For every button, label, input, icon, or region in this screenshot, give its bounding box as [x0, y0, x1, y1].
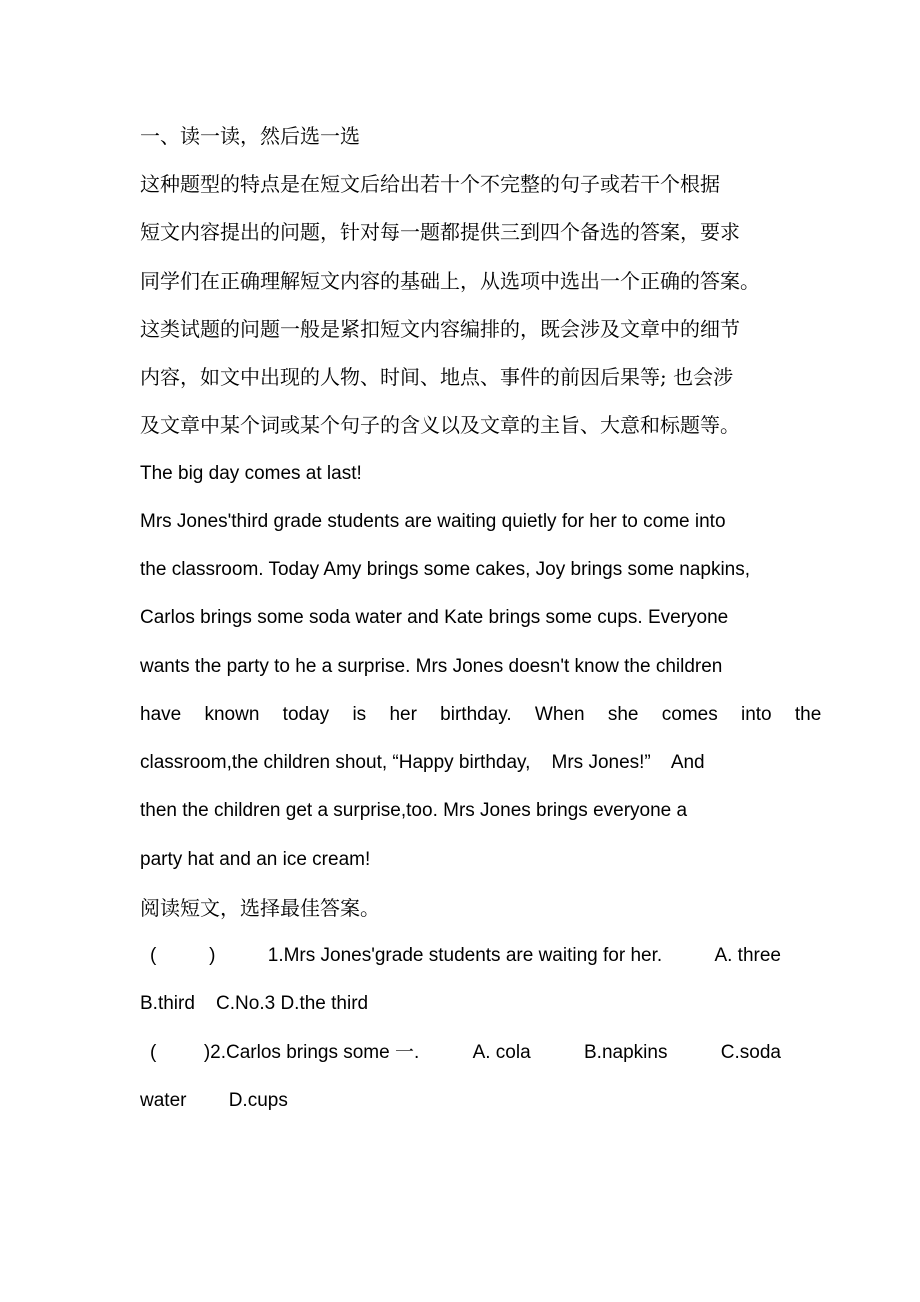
passage-line-5: have known today is her birthday. When she comes into the [140, 704, 822, 725]
intro-line-4: 这类试题的问题一般是紧扣短文内容编排的，既会涉及文章中的细节 [140, 317, 740, 341]
question-1-line [140, 946, 781, 965]
passage-line-1: Mrs Jones'third grade students are waiting quietly for her to come into [140, 511, 726, 532]
question-1-stem: 1.Mrs Jones'grade students are waiting for her. [267, 945, 663, 966]
answer-blank-2[interactable]: ( ) [150, 1042, 211, 1063]
intro-line-1: 这种题型的特点是在短文后给出若十个不完整的句子或若干个根据 [140, 172, 720, 196]
answer-blank-1[interactable]: ( ) [150, 945, 216, 966]
question-1-option-a: A. three [714, 945, 781, 966]
intro-line-3: 同学们在正确理解短文内容的基础上，从选项中选出一个正确的答案。 [140, 269, 760, 293]
question-1-options: B.third C.No.3 D.the third [140, 993, 369, 1014]
question-2-options: water D.cups [140, 1090, 288, 1111]
passage-line-3: Carlos brings some soda water and Kate brings some cups. Everyone [140, 607, 729, 628]
question-2-stem: 2.Carlos brings some 一. [210, 1042, 420, 1063]
passage-line-7: then the children get a surprise,too. Mrs Jones brings everyone a [140, 800, 688, 821]
question-2-line [140, 1043, 781, 1062]
question-2-blank-and-stem [140, 1043, 419, 1062]
passage-line-8: party hat and an ice cream! [140, 849, 371, 870]
passage-title: The big day comes at last! [140, 463, 362, 484]
passage-line-6: classroom,the children shout, “Happy birthday, Mrs Jones!” And [140, 752, 705, 773]
intro-line-2: 短文内容提出的问题，针对每一题都提供三到四个备选的答案，要求 [140, 220, 740, 244]
question-2-option-c: C.soda [720, 1042, 781, 1063]
passage-line-4: wants the party to he a surprise. Mrs Jones doesn't know the children [140, 656, 723, 677]
intro-line-6: 及文章中某个词或某个句子的含义以及文章的主旨、大意和标题等。 [140, 413, 740, 437]
passage-line-2: the classroom. Today Amy brings some cakes, Joy brings some napkins, [140, 559, 751, 580]
section-heading: 一、读一读，然后选一选 [140, 124, 360, 148]
question-2-option-b: B.napkins [584, 1042, 668, 1063]
question-2-option-a: A. cola [472, 1042, 531, 1063]
intro-line-5: 内容，如文中出现的人物、时间、地点、事件的前因后果等; 也会涉 [140, 365, 734, 389]
instruction-line: 阅读短文，选择最佳答案。 [140, 896, 380, 920]
